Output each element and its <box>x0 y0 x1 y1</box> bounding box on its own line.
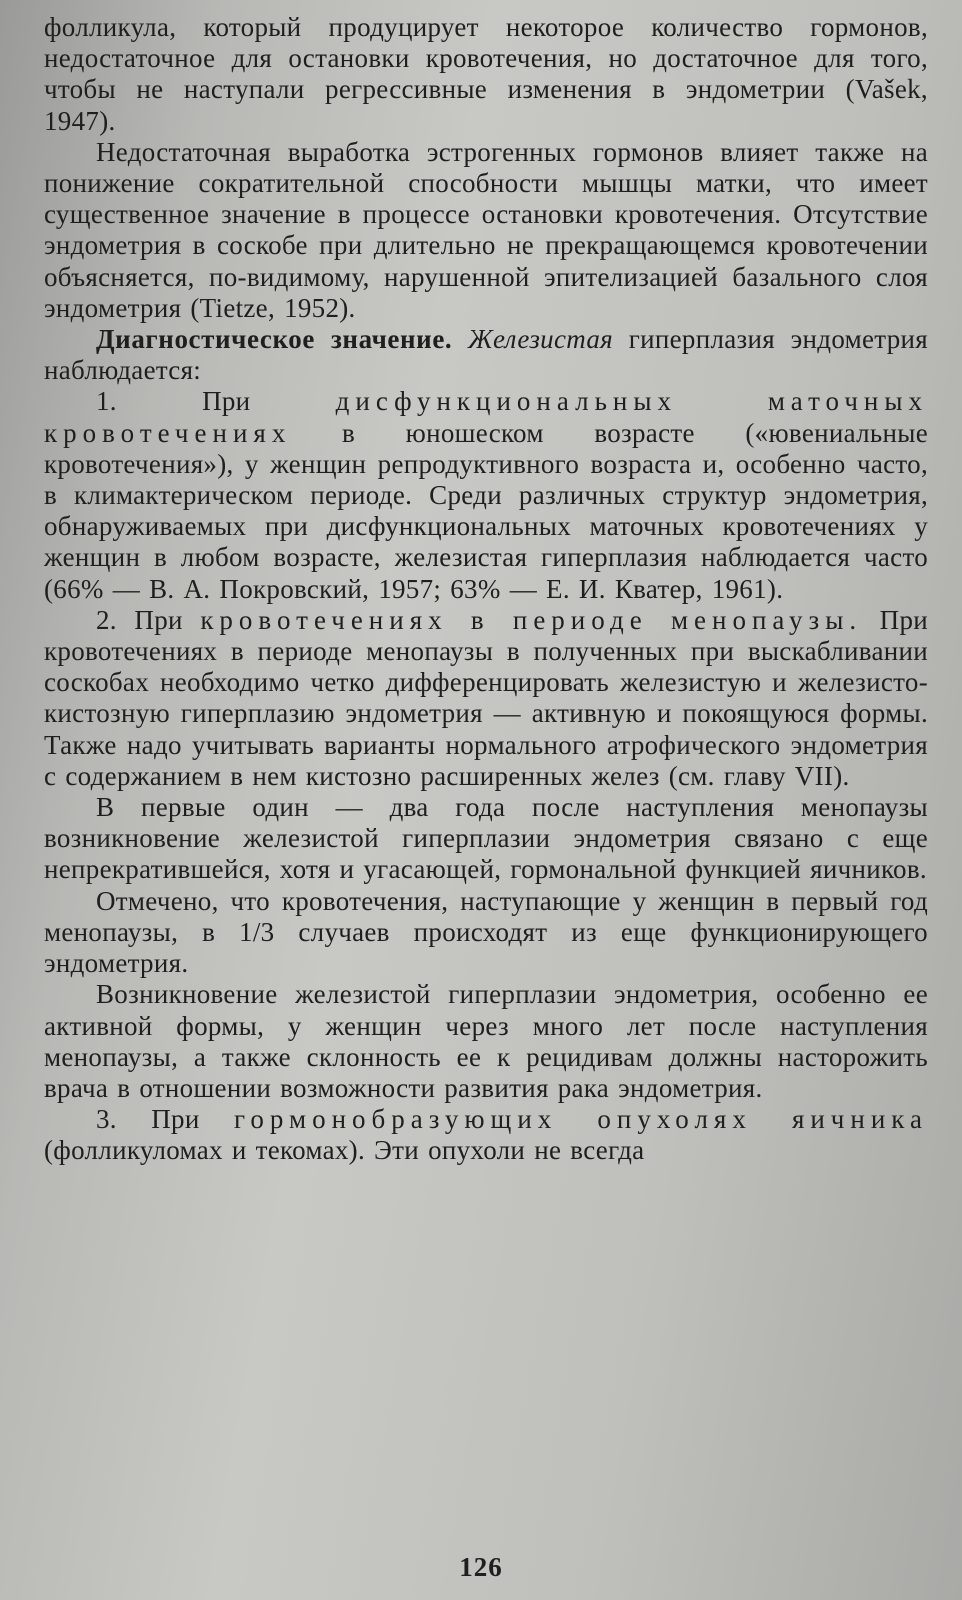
list-item-3-emphasis: гормонобразующих опухолях яичника <box>234 1104 928 1135</box>
paragraph-2-text: Недостаточная выработка эстрогенных гормонов влияет также на понижение сократительной способности мышцы матки, что имеет существенное значение в процессе остановки кровотечения. Отсутствие эндометрия в соскобе при длительно не прекращающемся кровотечении объясняется, по-видимому, нарушенной эпителизацией базального слоя эндометрия (Tietze, 1952). <box>44 136 928 323</box>
list-item-3 <box>44 1104 928 1166</box>
list-item-1-number: 1. При <box>96 386 251 417</box>
paragraph-occurrence-text: Возникновение железистой гиперплазии эндометрия, особенно ее активной формы, у женщин через много лет после наступления менопаузы, а также склонность ее к рецидивам должны насторожить врача в отношении возможности развития рака эндометрия. <box>44 979 928 1103</box>
diagnostic-text: гиперплазия эндометрия наблюдается: <box>44 324 928 386</box>
diagnostic-lead: Железистая <box>468 324 614 355</box>
paragraph-noted-text-a: Отмечено, что кровотечения, наступающие у женщин в первый год менопаузы, в <box>44 885 928 947</box>
list-item-2-text: При кровотечениях в периоде менопаузы в полученных при выскабливании соскобах необходимо четко дифференцировать железистую и железисто-кистозную гиперплазию эндометрия — активную и покоящуюся формы. Также надо учитывать варианты нормального атрофического эндометрия с содержанием в нем кистозно расширенных желез (см. главу VII). <box>44 604 928 791</box>
paragraph-menopause <box>44 792 928 886</box>
paragraph-diagnostic <box>44 324 928 386</box>
list-item-2 <box>44 605 928 792</box>
list-item-2-emphasis: кровотечениях в периоде менопаузы. <box>200 604 863 635</box>
page-number: 126 <box>459 1552 503 1582</box>
paragraph-2 <box>44 137 928 324</box>
list-item-1-emphasis: дисфункциональных маточных кровотечениях <box>44 386 928 448</box>
paragraph-occurrence <box>44 979 928 1104</box>
paragraph-noted-text-b: случаев происходят из еще функционирующего эндометрия. <box>44 916 928 979</box>
list-item-2-number: 2. При <box>96 604 183 635</box>
list-item-1-text: в юношеском возрасте («ювениальные кровотечения»), у женщин репродуктивного возраста и, особенно часто, в климактерическом периоде. Среди различных структур эндометрия, обнаруживаемых при дисфункциональных маточных кровотечениях у женщин в любом возрасте, железистая гиперплазия наблюдается часто (66% — В. А. Покровский, 1957; 63% — Е. И. Кватер, 1961). <box>44 417 928 604</box>
list-item-3-text: (фолликуломах и текомах). Эти опухоли не всегда <box>44 1135 645 1166</box>
section-heading: Диагностическое значение. <box>96 324 453 355</box>
paragraph-1-text: фолликула, который продуцирует некоторое количество гормонов, недостаточное для остановки кровотечения, но достаточное для того, чтобы не наступали регрессивные изменения в эндометрии (Vašek, 1947). <box>44 12 928 136</box>
paragraph-noted <box>44 886 928 980</box>
list-item-1 <box>44 386 928 604</box>
fraction: 1/3 <box>239 916 275 947</box>
paragraph-1 <box>44 12 928 137</box>
list-item-3-number: 3. При <box>96 1104 200 1135</box>
paragraph-menopause-text: В первые один — два года после наступления менопаузы возникновение железистой гиперплазии эндометрия связано с еще непрекратившейся, хотя и угасающей, гормональной функцией яичников. <box>44 792 928 885</box>
